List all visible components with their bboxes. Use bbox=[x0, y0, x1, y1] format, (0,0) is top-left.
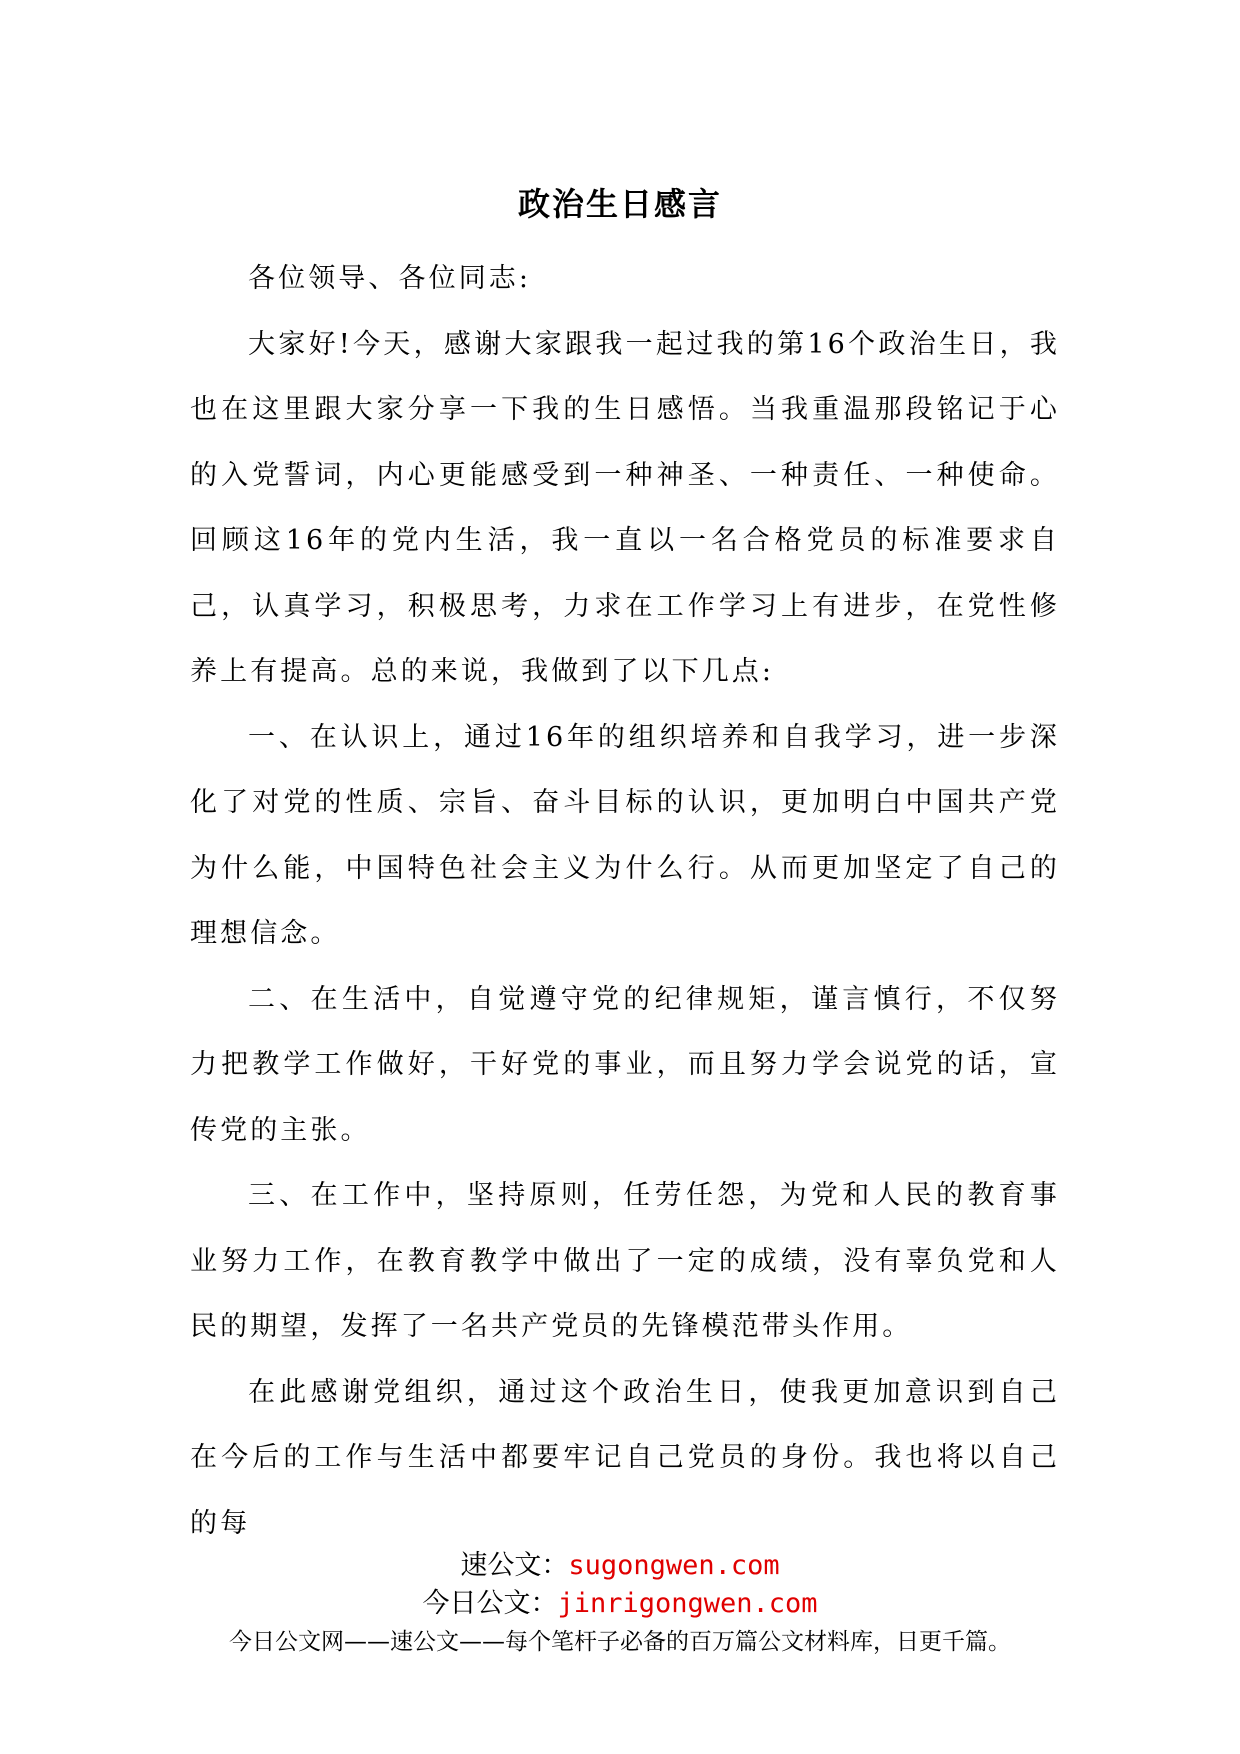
point-three-paragraph: 三、在工作中，坚持原则，任劳任怨，为党和人民的教育事业努力工作，在教育教学中做出了一定的成绩，没有辜负党和人民的期望，发挥了一名共产党员的先锋模范带头作用。 bbox=[190, 1180, 1060, 1342]
point-two-paragraph: 二、在生活中，自觉遵守党的纪律规矩，谨言慎行，不仅努力把教学工作做好，干好党的事业，而且努力学会说党的话，宣传党的主张。 bbox=[190, 983, 1060, 1146]
footer-jinrigongwen bbox=[0, 1586, 1240, 1622]
document-body bbox=[190, 246, 1060, 1556]
document-title: 政治生日感言 bbox=[517, 185, 722, 223]
intro-paragraph: 大家好!今天，感谢大家跟我一起过我的第16个政治生日，我也在这里跟大家分享一下我的生日感悟。当我重温那段铭记于心的入党誓词，内心更能感受到一种神圣、一种责任、一种使命。回顾这16年的党内生活，我一直以一名合格党员的标准要求自己，认真学习，积极思考，力求在工作学习上有进步，在党性修养上有提高。总的来说，我做到了以下几点: bbox=[190, 328, 1060, 687]
footer-jinrigongwen-link[interactable]: jinrigongwen.com bbox=[557, 1588, 818, 1619]
footer-sugongwen-label: 速公文： bbox=[460, 1550, 569, 1581]
footer-slogan: 今日公文网——速公文——每个笔杆子必备的百万篇公文材料库，日更千篇。 bbox=[229, 1629, 1011, 1655]
salutation-paragraph: 各位领导、各位同志: bbox=[248, 263, 532, 294]
footer-jinrigongwen-label: 今日公文： bbox=[422, 1588, 558, 1619]
point-one-paragraph: 一、在认识上，通过16年的组织培养和自我学习，进一步深化了对党的性质、宗旨、奋斗目标的认识，更加明白中国共产党为什么能，中国特色社会主义为什么行。从而更加坚定了自己的理想信念。 bbox=[190, 721, 1060, 949]
footer-sugongwen-link[interactable]: sugongwen.com bbox=[568, 1550, 780, 1581]
closing-paragraph: 在此感谢党组织，通过这个政治生日，使我更加意识到自己在今后的工作与生活中都要牢记自己党员的身份。我也将以自己的每 bbox=[190, 1376, 1060, 1539]
footer-sugongwen bbox=[0, 1548, 1240, 1584]
